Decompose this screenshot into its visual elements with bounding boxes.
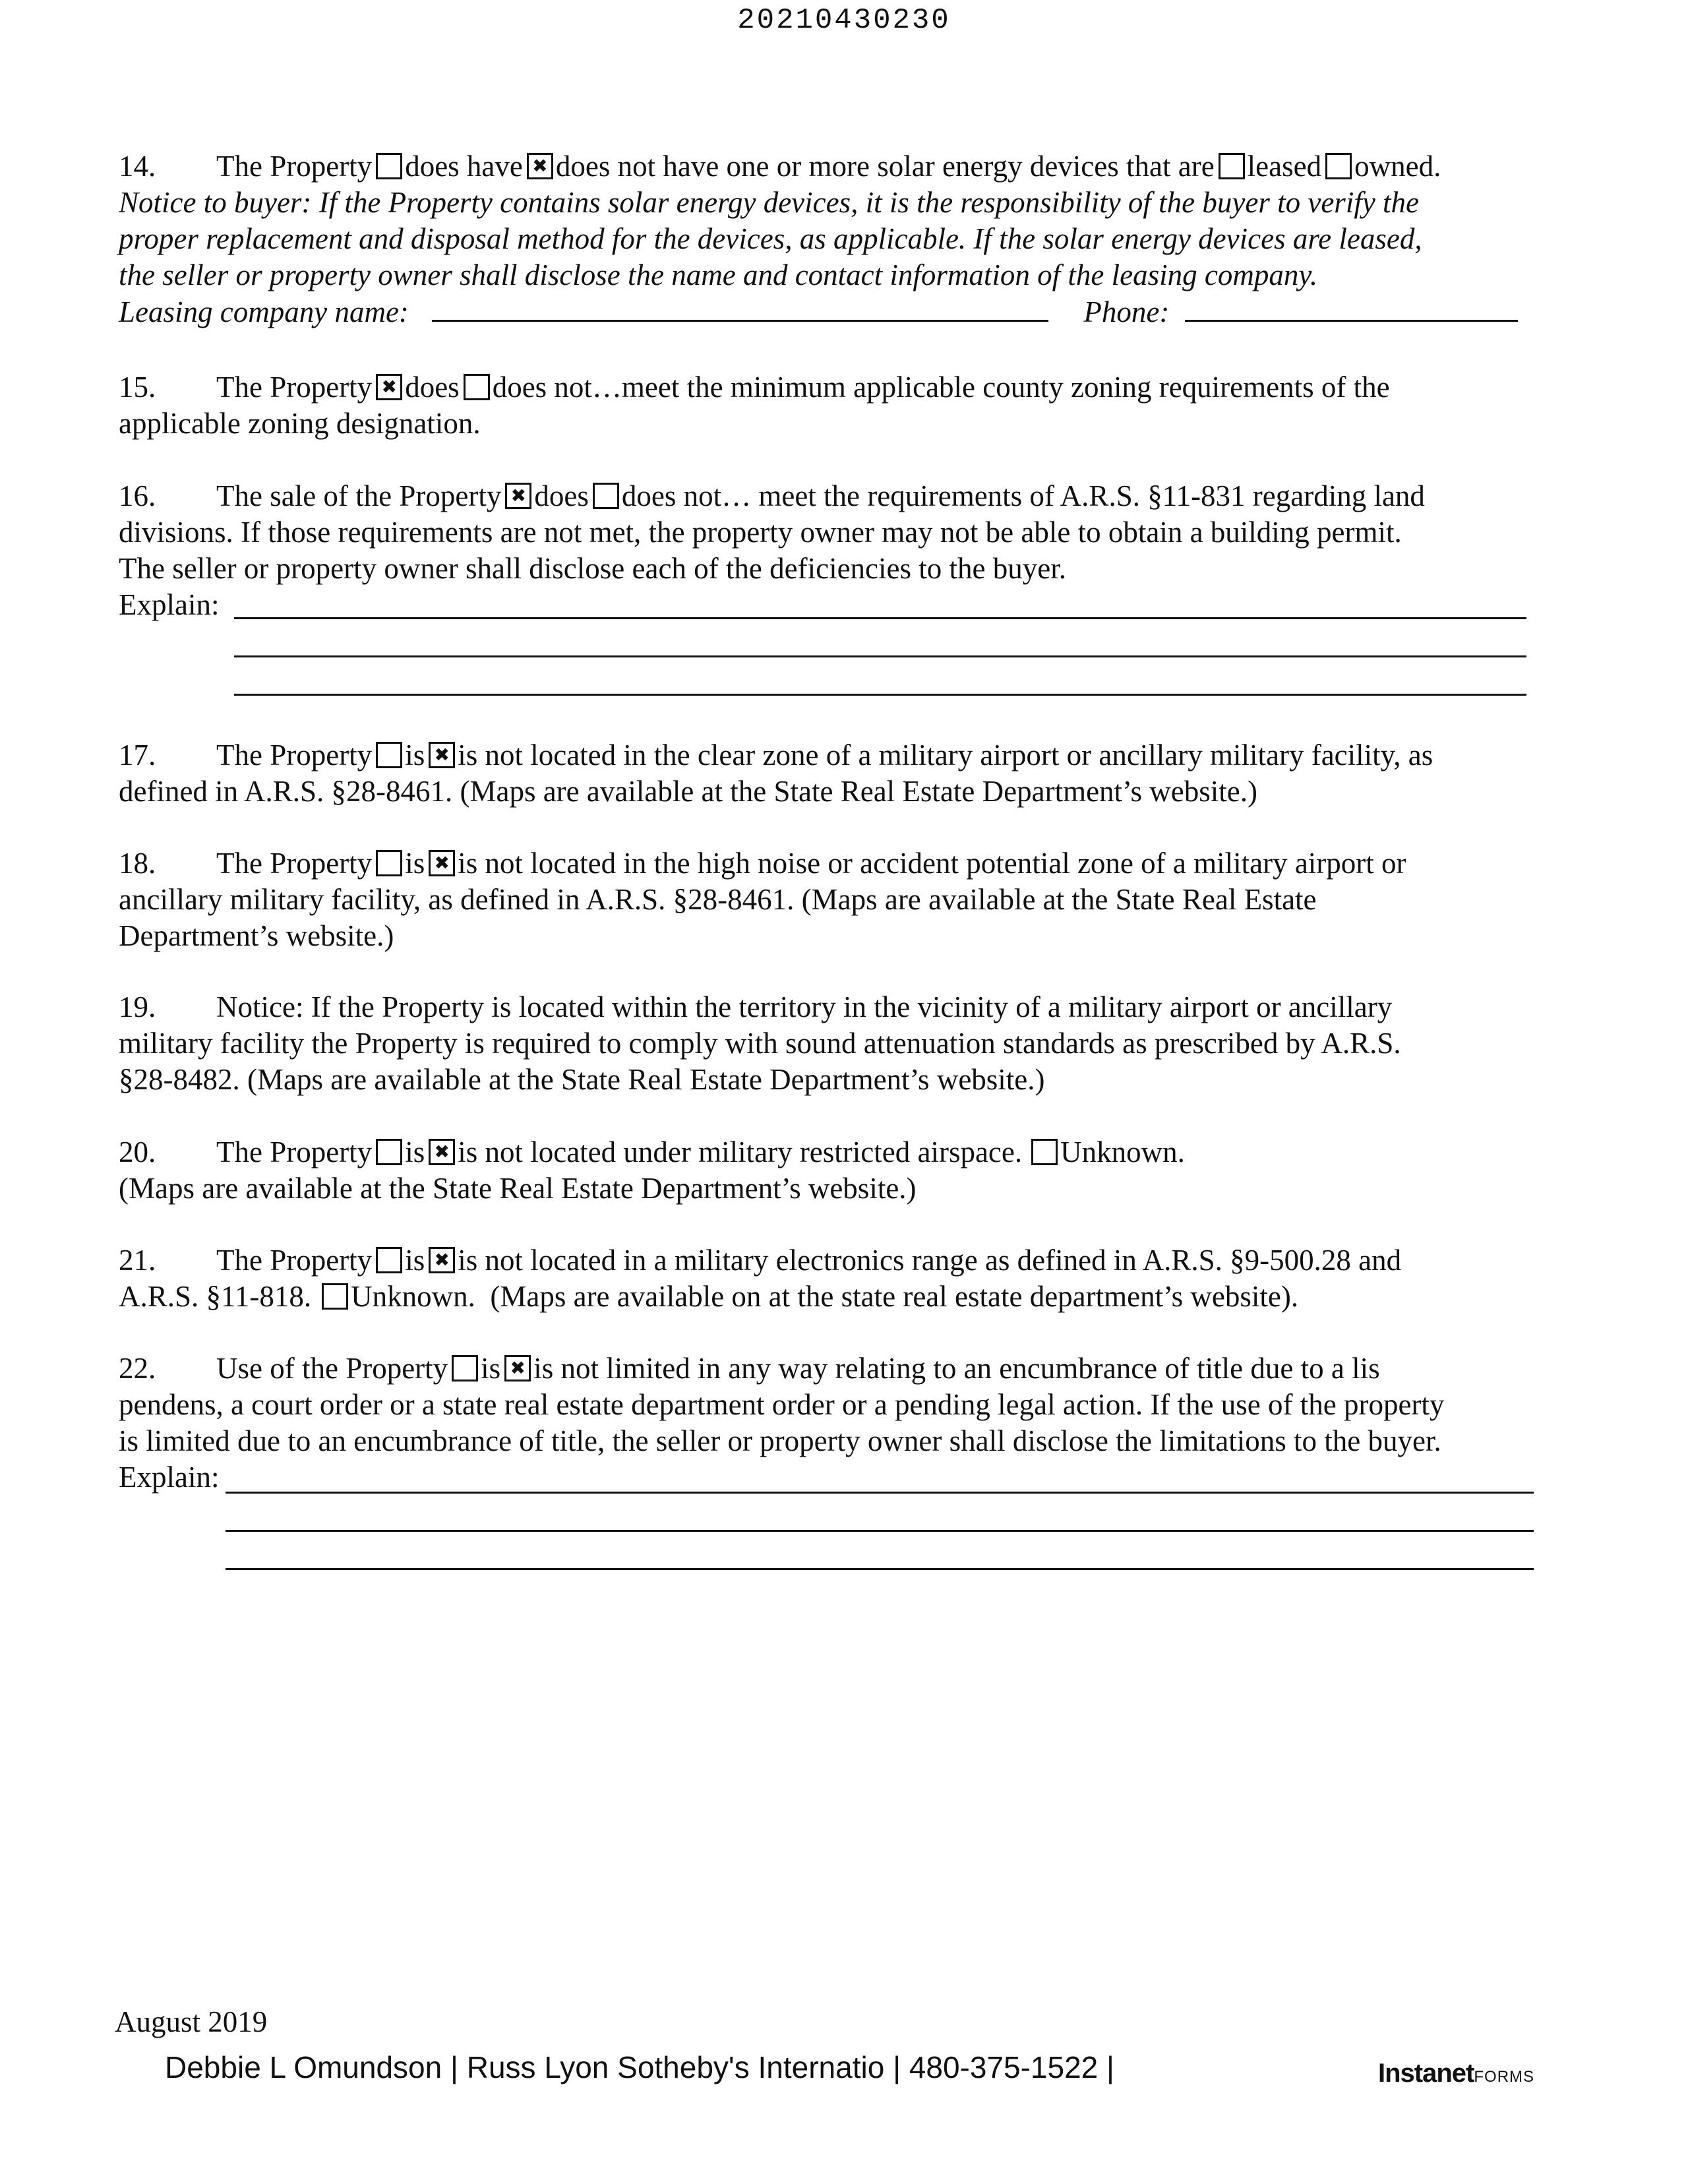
explain-label: Explain: bbox=[119, 588, 220, 621]
is-not-checkbox[interactable] bbox=[429, 1247, 455, 1273]
leasing-company-label: Leasing company name: bbox=[119, 295, 409, 328]
is-label: is bbox=[405, 1244, 425, 1277]
item-text-line: §28-8482. (Maps are available at the State Real Estate Department’s website.) bbox=[119, 1063, 1045, 1096]
item-number: 16. bbox=[119, 479, 156, 512]
item-number: 18. bbox=[119, 847, 156, 880]
explain-label: Explain: bbox=[119, 1461, 220, 1494]
explain-line-1[interactable] bbox=[226, 1492, 1534, 1494]
explain-line-3[interactable] bbox=[226, 1568, 1534, 1570]
item-number: 22. bbox=[119, 1352, 156, 1385]
is-label: is bbox=[405, 847, 425, 880]
owned-label: owned. bbox=[1354, 150, 1441, 183]
is-label: is bbox=[481, 1352, 501, 1385]
unknown-checkbox[interactable] bbox=[1031, 1139, 1058, 1165]
does-not-have-label: does not have one or more solar energy devices that are bbox=[555, 150, 1215, 183]
does-not-checkbox[interactable] bbox=[593, 483, 619, 509]
is-not-label: is not located under military restricted airspace. bbox=[458, 1136, 1023, 1168]
leasing-company-field[interactable] bbox=[432, 293, 1048, 322]
solar-notice-line-3: the seller or property owner shall disclose the name and contact information of the leasing company. bbox=[119, 258, 1318, 291]
item-lead: The sale of the Property bbox=[216, 479, 502, 512]
item-18 bbox=[119, 845, 1543, 954]
explain-line-3[interactable] bbox=[234, 694, 1526, 696]
phone-field[interactable] bbox=[1185, 293, 1518, 322]
item-17 bbox=[119, 737, 1543, 810]
document-id-number: 20210430230 bbox=[737, 4, 951, 37]
item-lead: The Property bbox=[216, 371, 373, 404]
does-have-label: does have bbox=[405, 150, 523, 183]
does-checkbox[interactable] bbox=[376, 374, 402, 400]
is-not-label: is not located in the clear zone of a military airport or ancillary military facility, as bbox=[458, 739, 1433, 772]
brand-main: Instanet bbox=[1378, 2059, 1474, 2088]
item-20 bbox=[119, 1134, 1543, 1207]
is-not-label: is not limited in any way relating to an encumbrance of title due to a lis bbox=[533, 1352, 1380, 1385]
is-checkbox[interactable] bbox=[376, 1139, 402, 1165]
unknown-label: Unknown. bbox=[351, 1280, 475, 1313]
is-label: is bbox=[405, 739, 425, 772]
item-text-line: military facility the Property is required to comply with sound attenuation standards as prescribed by A.R.S. bbox=[119, 1027, 1401, 1060]
does-label: does bbox=[405, 371, 460, 404]
explain-line-1[interactable] bbox=[234, 617, 1526, 619]
is-checkbox[interactable] bbox=[376, 1247, 402, 1273]
leased-checkbox[interactable] bbox=[1219, 153, 1245, 179]
is-checkbox[interactable] bbox=[452, 1355, 478, 1381]
is-not-label: is not located in a military electronics range as defined in A.R.S. §9-500.28 and bbox=[458, 1244, 1402, 1277]
does-checkbox[interactable] bbox=[505, 483, 531, 509]
item-lead: Use of the Property bbox=[216, 1352, 448, 1385]
item-14 bbox=[119, 148, 1543, 330]
item-lead: The Property bbox=[216, 1136, 373, 1168]
item-number: 15. bbox=[119, 371, 156, 404]
item-text-line: ancillary military facility, as defined in A.R.S. §28-8461. (Maps are available at the State Real Estate bbox=[119, 883, 1317, 916]
item-text-line: (Maps are available on at the state real estate department’s website). bbox=[490, 1280, 1299, 1313]
item-19 bbox=[119, 989, 1543, 1098]
item-lead: The Property bbox=[216, 1244, 373, 1277]
revision-date: August 2019 bbox=[115, 2005, 268, 2038]
instanet-forms-logo bbox=[1378, 2059, 1534, 2088]
agent-info: Debbie L Omundson | Russ Lyon Sotheby's Internatio | 480-375-1522 | bbox=[165, 2050, 1114, 2084]
item-text-line: Department’s website.) bbox=[119, 919, 394, 952]
item-text-line: is limited due to an encumbrance of title, the seller or property owner shall disclose the limitations to the buyer. bbox=[119, 1424, 1441, 1457]
item-16 bbox=[119, 478, 1543, 623]
item-number: 21. bbox=[119, 1244, 156, 1277]
item-text-line: (Maps are available at the State Real Estate Department’s website.) bbox=[119, 1172, 917, 1205]
does-not-have-checkbox[interactable] bbox=[527, 153, 553, 179]
is-label: is bbox=[405, 1136, 425, 1168]
unknown-label: Unknown. bbox=[1060, 1136, 1185, 1168]
item-text-line: A.R.S. §11-818. bbox=[119, 1280, 312, 1313]
is-not-label: is not located in the high noise or accident potential zone of a military airport or bbox=[458, 847, 1406, 880]
item-lead: The Property bbox=[216, 150, 373, 183]
item-number: 14. bbox=[119, 150, 156, 183]
does-not-label: does not…meet the minimum applicable county zoning requirements of the bbox=[492, 371, 1390, 404]
item-text-line: pendens, a court order or a state real estate department order or a pending legal action. If the use of the property bbox=[119, 1388, 1445, 1421]
item-lead: The Property bbox=[216, 739, 373, 772]
phone-label: Phone: bbox=[1083, 295, 1170, 328]
owned-checkbox[interactable] bbox=[1325, 153, 1352, 179]
item-21 bbox=[119, 1242, 1543, 1315]
explain-line-2[interactable] bbox=[234, 655, 1526, 657]
is-not-checkbox[interactable] bbox=[504, 1355, 531, 1381]
does-not-label: does not… meet the requirements of A.R.S. §11-831 regarding land bbox=[621, 479, 1425, 512]
item-number: 17. bbox=[119, 739, 156, 772]
item-text-line: The seller or property owner shall disclose each of the deficiencies to the buyer. bbox=[119, 552, 1066, 585]
brand-small: FORMS bbox=[1474, 2068, 1535, 2086]
item-15 bbox=[119, 369, 1543, 442]
item-lead: The Property bbox=[216, 847, 373, 880]
does-label: does bbox=[534, 479, 589, 512]
item-22 bbox=[119, 1350, 1543, 1496]
item-number: 20. bbox=[119, 1136, 156, 1168]
explain-line-2[interactable] bbox=[226, 1530, 1534, 1532]
item-number: 19. bbox=[119, 990, 156, 1023]
leased-label: leased bbox=[1247, 150, 1322, 183]
is-not-checkbox[interactable] bbox=[429, 742, 455, 768]
unknown-checkbox[interactable] bbox=[322, 1283, 348, 1310]
item-text-line: defined in A.R.S. §28-8461. (Maps are available at the State Real Estate Department’s website.) bbox=[119, 775, 1258, 808]
solar-notice-line-1: Notice to buyer: If the Property contains solar energy devices, it is the responsibility of the buyer to verify the bbox=[119, 186, 1420, 219]
is-not-checkbox[interactable] bbox=[429, 1139, 455, 1165]
is-not-checkbox[interactable] bbox=[429, 850, 455, 876]
is-checkbox[interactable] bbox=[376, 742, 402, 768]
is-checkbox[interactable] bbox=[376, 850, 402, 876]
does-have-checkbox[interactable] bbox=[376, 153, 402, 179]
solar-notice-line-2: proper replacement and disposal method for the devices, as applicable. If the solar energy devices are leased, bbox=[119, 222, 1422, 255]
item-text-line: Notice: If the Property is located within the territory in the vicinity of a military airport or ancillary bbox=[216, 990, 1393, 1023]
does-not-checkbox[interactable] bbox=[464, 374, 490, 400]
item-text-line: applicable zoning designation. bbox=[119, 407, 481, 440]
item-text-line: divisions. If those requirements are not met, the property owner may not be able to obtain a building permit. bbox=[119, 516, 1402, 549]
